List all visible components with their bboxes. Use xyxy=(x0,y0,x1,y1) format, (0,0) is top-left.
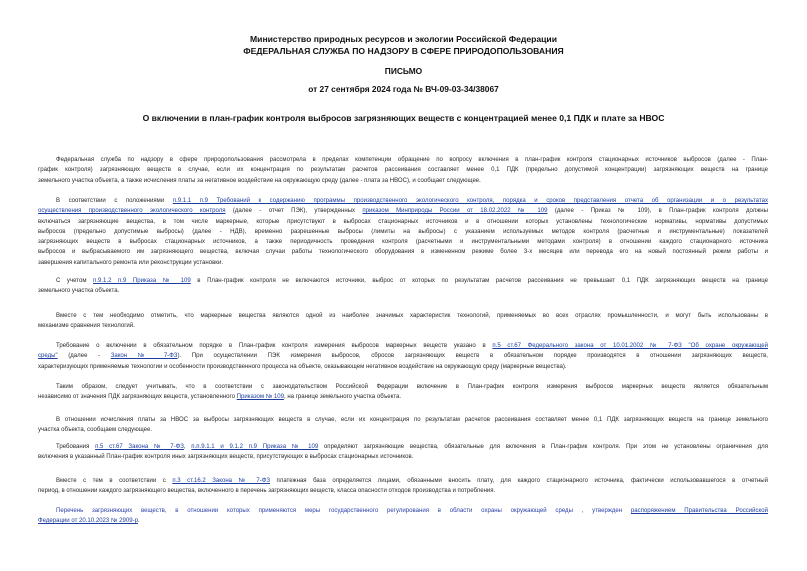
paragraph-line xyxy=(38,516,768,526)
requirements-link-cont[interactable]: осуществления производственного экологического контроля xyxy=(38,208,226,215)
paragraph-line xyxy=(38,506,768,516)
paragraph-line xyxy=(38,442,768,452)
law-article-16-2-link[interactable]: п.3 ст.16.2 Закона № 7-ФЗ xyxy=(172,478,271,484)
paragraph-6 xyxy=(38,382,768,403)
paragraph-2 xyxy=(38,196,768,268)
service-heading: ФЕДЕРАЛЬНАЯ СЛУЖБА ПО НАДЗОРУ В СФЕРЕ ПРИРОДОПОЛЬЗОВАНИЯ xyxy=(243,46,564,56)
paragraph-text: Вместе с тем в соответствии с xyxy=(56,478,173,484)
paragraph-line xyxy=(38,476,768,486)
paragraph-line: участка объекта, сообщаем следующее. xyxy=(38,427,153,434)
paragraph-line: земельного участка объекта, а также исчисления платы за негативное воздействие на окружающую среду (далее - плата за НВОС), и сообщает следующее. xyxy=(38,177,481,184)
paragraph-line: выбросов и выбрасываемого им загрязняющего вещества, включая случаи работы технологического оборудования в измененном режиме более 3-х месяцев или перевода его на новый постоянный режим работы и xyxy=(38,249,768,256)
paragraph-line: завершения капитального ремонта или реконструкции установки. xyxy=(38,259,223,266)
paragraph-line xyxy=(38,392,768,402)
paragraph-text: (далее - отчет ПЭК), утвержденных xyxy=(225,208,363,215)
paragraph-line xyxy=(38,206,768,216)
paragraph-text: Требования xyxy=(56,444,96,450)
paragraph-line xyxy=(38,351,768,361)
requirements-link[interactable]: п.9.1.1 п.9 Требований к содержанию программы производственного экологического контроля, порядка и сроков представления отчета об организации и о результатах xyxy=(172,198,768,204)
document-type: ПИСЬМО xyxy=(384,66,423,76)
paragraph-text: ). При осуществлении ПЭК измерения выбросов, сбросов загрязняющих веществ в обязательном порядке производятся в отношении загрязняющих веществ, xyxy=(177,353,768,360)
paragraph-text: , на границе земельного участка объекта. xyxy=(283,394,402,401)
paragraph-5 xyxy=(38,341,768,372)
paragraph-line: выбросов (предельно допустимые выбросы) (далее - НДВ), временно разрешенные выбросы (лимиты на выбросы) с указанием используемых методов контроля (расчетные и инструментальные) показателей xyxy=(38,228,768,235)
order-109-item-link[interactable]: п.9.1.2 п.9 Приказа № 109 xyxy=(93,278,191,284)
paragraph-text: Перечень загрязняющих веществ, в отношении которых применяются меры государственного регулирования в области охраны окружающей среды , утвержден xyxy=(56,508,631,514)
paragraph-line: включения в указанный План-график контроля иных загрязняющих веществ, присутствующих в выбросах стационарных источников. xyxy=(38,454,414,461)
document-title: О включении в план-график контроля выбросов загрязняющих веществ с концентрацией менее 0,1 ПДК и плате за НВОС xyxy=(142,113,665,123)
order-109-items-link[interactable]: п.п.9.1.1 и 9.1.2 п.9 Приказа № 109 xyxy=(191,444,319,450)
paragraph-line xyxy=(38,196,768,206)
paragraph-9 xyxy=(38,476,768,497)
paragraph-text: платежная база определяется лицами, обязанными вносить плату, для каждого стационарного источника, фактически использовавшегося в отчетный xyxy=(270,478,768,484)
paragraph-text: , xyxy=(183,444,192,450)
law-7fz-link[interactable]: Закон № 7-ФЗ xyxy=(110,353,178,360)
paragraph-8 xyxy=(38,442,768,463)
paragraph-line xyxy=(38,276,768,286)
paragraph-text: (далее - Приказ № 109), в План-график контроля должны xyxy=(547,208,768,215)
paragraph-line: Федеральная служба по надзору в сфере природопользования рассмотрела в пределах компетенции обращение по вопросу включения в план-график контроля стационарных источников выбросов (далее - План- xyxy=(56,157,768,163)
paragraph-7 xyxy=(38,415,768,436)
ministry-heading: Министерство природных ресурсов и экологии Российской Федерации xyxy=(250,34,557,44)
paragraph-line: механизме сравнения технологий. xyxy=(38,323,135,330)
government-order-link-cont[interactable]: Федерации от 20.10.2023 № 2909-р xyxy=(38,518,138,525)
document-reference: от 27 сентября 2024 года № ВЧ-09-03-34/38067 xyxy=(308,84,499,94)
order-109-short-link[interactable]: Приказом № 109 xyxy=(236,394,284,401)
paragraph-line: земельного участка объекта. xyxy=(38,288,120,295)
paragraph-text: определяют загрязняющие вещества, обязательные для включения в План-график контроля. При этом не установлены ограничения для xyxy=(318,444,768,450)
paragraph-line xyxy=(38,341,768,351)
paragraph-4 xyxy=(38,311,768,332)
paragraph-line: В отношении исчисления платы за НВОС за выбросы загрязняющих веществ в случае, если их концентрация по результатам расчетов рассеивания составляет менее 0,1 ПДК загрязняющих веществ на границе земельного xyxy=(56,417,768,423)
paragraph-10 xyxy=(38,506,768,527)
government-order-link[interactable]: распоряжением Правительства Российской xyxy=(630,508,768,514)
paragraph-line: Таким образом, следует учитывать, что в соответствии с законодательством Российской Федерации включение в План-график контроля измерения выбросов маркерных веществ является обязательным xyxy=(56,384,768,390)
paragraph-1 xyxy=(38,155,768,186)
paragraph-text: Требование о включении в обязательном порядке в План-график контроля измерения выбросов маркерных веществ указано в xyxy=(56,343,493,349)
federal-law-link[interactable]: п.5 ст.67 Федерального закона от 10.01.2002 № 7-ФЗ "Об охране окружающей xyxy=(492,343,768,349)
paragraph-line: Вместе с тем необходимо отметить, что маркерные вещества являются одной из наиболее значимых характеристик технологий, применяемых во всех отраслях промышленности, и могут быть использованы в xyxy=(56,313,768,319)
paragraph-text: . xyxy=(137,518,140,525)
paragraph-line: включаться загрязняющие вещества, в том числе маркерные, которые присутствуют в выбросах стационарных источников и в отношении которых установлены технологические нормативы, нормативы допустимых xyxy=(38,218,768,225)
paragraph-line: характеризующих применяемые технологии и особенности производственного процесса на объекте, оказывающем негативное воздействие на окружающую среду (маркерные вещества). xyxy=(38,363,567,370)
paragraph-text: независимо от значения ПДК загрязняющих веществ, установленного xyxy=(38,394,237,401)
order-109-link[interactable]: приказом Минприроды России от 18.02.2022 № 109 xyxy=(362,208,548,215)
paragraph-line: загрязняющих веществ в выбросах стационарных источников, а также периодичность проведения контроля (расчетными и инструментальными методами контроля) в отношении каждого стационарного источника xyxy=(38,239,768,246)
paragraph-line: график контроля) загрязняющих веществ в случае, если их концентрация по результатам расчетов рассеивания составляет менее 0,1 ПДК (предельно допустимой концентрации) загрязняющих веществ на границе xyxy=(38,167,768,174)
paragraph-text: (далее - xyxy=(57,353,111,360)
paragraph-text: С учетом xyxy=(56,278,94,284)
paragraph-line: период, в отношении каждого загрязняющего вещества, включенного в перечень загрязняющих веществ, класса опасности отходов производства и потребления. xyxy=(38,488,496,495)
law-article-67-link[interactable]: п.5 ст.67 Закона № 7-ФЗ xyxy=(95,444,184,450)
federal-law-link-cont[interactable]: среды" xyxy=(38,353,58,360)
paragraph-3 xyxy=(38,276,768,297)
paragraph-text: в План-график контроля не включаются источники, выброс от которых по результатам расчетов рассеивания не превышает 0,1 ПДК загрязняющих веществ на границе xyxy=(190,278,768,284)
paragraph-text: В соответствии с положениями xyxy=(56,198,173,204)
